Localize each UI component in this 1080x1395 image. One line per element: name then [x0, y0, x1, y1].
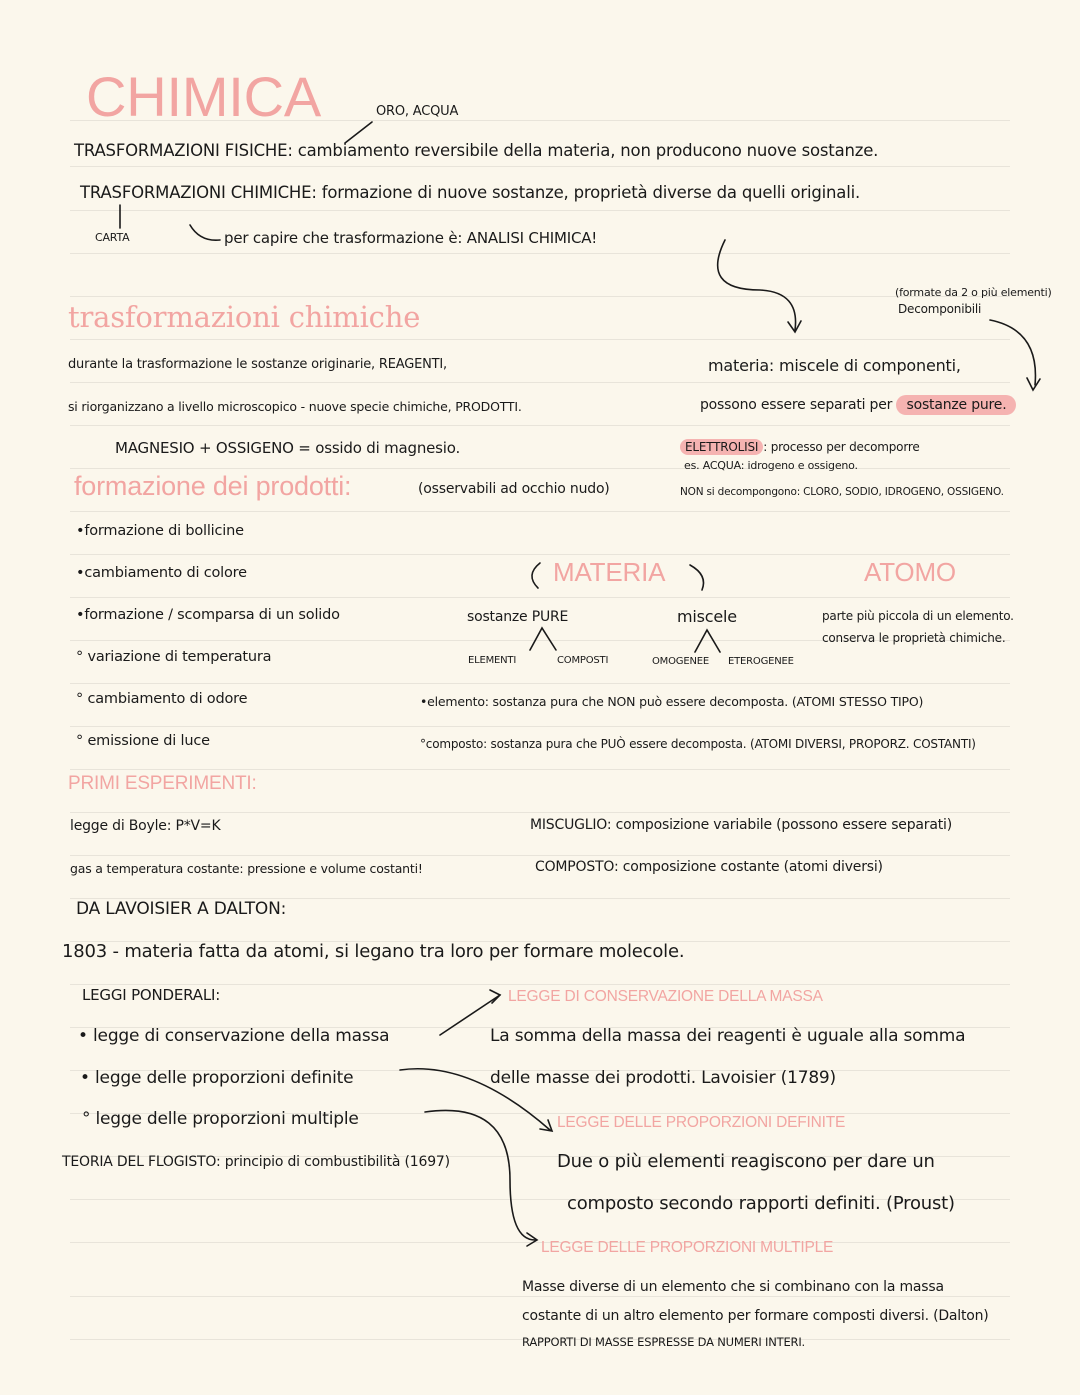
- legge-item: ° legge delle proporzioni multiple: [82, 1109, 359, 1129]
- trasformazioni-line-2: si riorganizzano a livello microscopico - nuove specie chimiche, PRODOTTI.: [68, 399, 522, 414]
- page-title: CHIMICA: [86, 65, 322, 128]
- atomo-heading: ATOMO: [864, 557, 956, 587]
- legge-item: • legge di conservazione della massa: [78, 1026, 390, 1046]
- decomponibili-note: Decomponibili: [898, 302, 982, 316]
- sostanze-pure-highlight: sostanze pure.: [896, 395, 1016, 415]
- prodotti-item: •formazione di bollicine: [76, 523, 244, 539]
- oro-acqua-note: ORO, ACQUA: [376, 104, 459, 119]
- formate-note: (formate da 2 o più elementi): [895, 286, 1052, 299]
- legge-multiple-line-1: Masse diverse di un elemento che si combinano con la massa: [522, 1279, 944, 1295]
- legge-massa-line-1: La somma della massa dei reagenti è uguale alla somma: [490, 1026, 966, 1046]
- tree-sostanze-pure: sostanze PURE: [467, 609, 569, 625]
- teoria-flogisto: TEORIA DEL FLOGISTO: principio di combustibilità (1697): [62, 1154, 450, 1170]
- elettrolisi-highlight: ELETTROLISI: [680, 439, 763, 455]
- atomo-line-1: parte più piccola di un elemento.: [822, 609, 1014, 623]
- composto: COMPOSTO: composizione costante (atomi diversi): [535, 859, 883, 875]
- elettrolisi-text: : processo per decomporre: [763, 440, 920, 454]
- legge-multiple-heading: LEGGE DELLE PROPORZIONI MULTIPLE: [541, 1239, 834, 1256]
- legge-boyle: legge di Boyle: P*V=K: [70, 818, 221, 834]
- legge-multiple-line-3: RAPPORTI DI MASSE ESPRESSE DA NUMERI INTERI.: [522, 1335, 805, 1349]
- legge-multiple-line-2: costante di un altro elemento per formare composti diversi. (Dalton): [522, 1308, 989, 1324]
- carta-note: CARTA: [95, 231, 130, 244]
- definizione-composto: °composto: sostanza pura che PUÒ essere decomposta. (ATOMI DIVERSI, PROPORZ. COSTANTI): [420, 737, 976, 751]
- trasformazioni-example: MAGNESIO + OSSIGENO = ossido di magnesio.: [115, 439, 461, 457]
- definizione-elemento: •elemento: sostanza pura che NON può essere decomposta. (ATOMI STESSO TIPO): [420, 694, 924, 709]
- section-heading-trasformazioni: trasformazioni chimiche: [68, 300, 421, 334]
- legge-massa-heading: LEGGE DI CONSERVAZIONE DELLA MASSA: [508, 988, 823, 1005]
- tree-eterogenee: ETEROGENEE: [728, 656, 794, 667]
- prodotti-item: ° cambiamento di odore: [76, 691, 248, 707]
- tree-materia: MATERIA: [553, 557, 666, 587]
- gas-temperatura: gas a temperatura costante: pressione e volume costanti!: [70, 861, 423, 876]
- atomo-line-2: conserva le proprietà chimiche.: [822, 631, 1006, 645]
- legge-massa-line-2: delle masse dei prodotti. Lavoisier (1789): [490, 1068, 836, 1088]
- prodotti-item: ° variazione di temperatura: [76, 649, 272, 665]
- analisi-note: per capire che trasformazione è: ANALISI CHIMICA!: [224, 229, 598, 247]
- legge-item: • legge delle proporzioni definite: [80, 1068, 354, 1088]
- materia-atomi-1803: 1803 - materia fatta da atomi, si legano tra loro per formare molecole.: [62, 941, 685, 962]
- legge-definite-heading: LEGGE DELLE PROPORZIONI DEFINITE: [557, 1114, 846, 1131]
- trasformazioni-line-1: durante la trasformazione le sostanze originarie, REAGENTI,: [68, 357, 447, 372]
- tree-miscele: miscele: [677, 607, 737, 626]
- trasformazioni-fisiche: TRASFORMAZIONI FISICHE: cambiamento reversibile della materia, non producono nuove sostanze.: [74, 141, 879, 160]
- prodotti-item: ° emissione di luce: [76, 733, 210, 749]
- legge-definite-line-2: composto secondo rapporti definiti. (Proust): [567, 1193, 955, 1214]
- tree-elementi: ELEMENTI: [468, 655, 517, 666]
- elettrolisi-line: [680, 441, 920, 454]
- tree-composti: COMPOSTI: [557, 655, 609, 666]
- esperimenti-heading: PRIMI ESPERIMENTI:: [68, 773, 257, 794]
- prodotti-item: •formazione / scomparsa di un solido: [76, 607, 340, 623]
- legge-definite-line-1: Due o più elementi reagiscono per dare un: [557, 1151, 935, 1172]
- prodotti-sub: (osservabili ad occhio nudo): [418, 481, 610, 497]
- leggi-ponderali-title: LEGGI PONDERALI:: [82, 986, 221, 1004]
- elettrolisi-example: es. ACQUA: idrogeno e ossigeno.: [684, 459, 858, 472]
- non-decompongono: NON si decompongono: CLORO, SODIO, IDROGENO, OSSIGENO.: [680, 486, 1004, 498]
- materia-line-2: [700, 398, 1016, 413]
- materia-line-2-text: possono essere separati per: [700, 397, 893, 413]
- tree-omogenee: OMOGENEE: [652, 656, 709, 667]
- lavoisier-dalton-title: DA LAVOISIER A DALTON:: [76, 899, 287, 919]
- prodotti-item: •cambiamento di colore: [76, 565, 247, 581]
- section-heading-prodotti: formazione dei prodotti:: [74, 471, 352, 501]
- materia-line-1: materia: miscele di componenti,: [708, 356, 961, 375]
- miscuglio: MISCUGLIO: composizione variabile (possono essere separati): [530, 817, 952, 833]
- trasformazioni-chimiche: TRASFORMAZIONI CHIMICHE: formazione di nuove sostanze, proprietà diverse da quelli originali.: [80, 183, 861, 202]
